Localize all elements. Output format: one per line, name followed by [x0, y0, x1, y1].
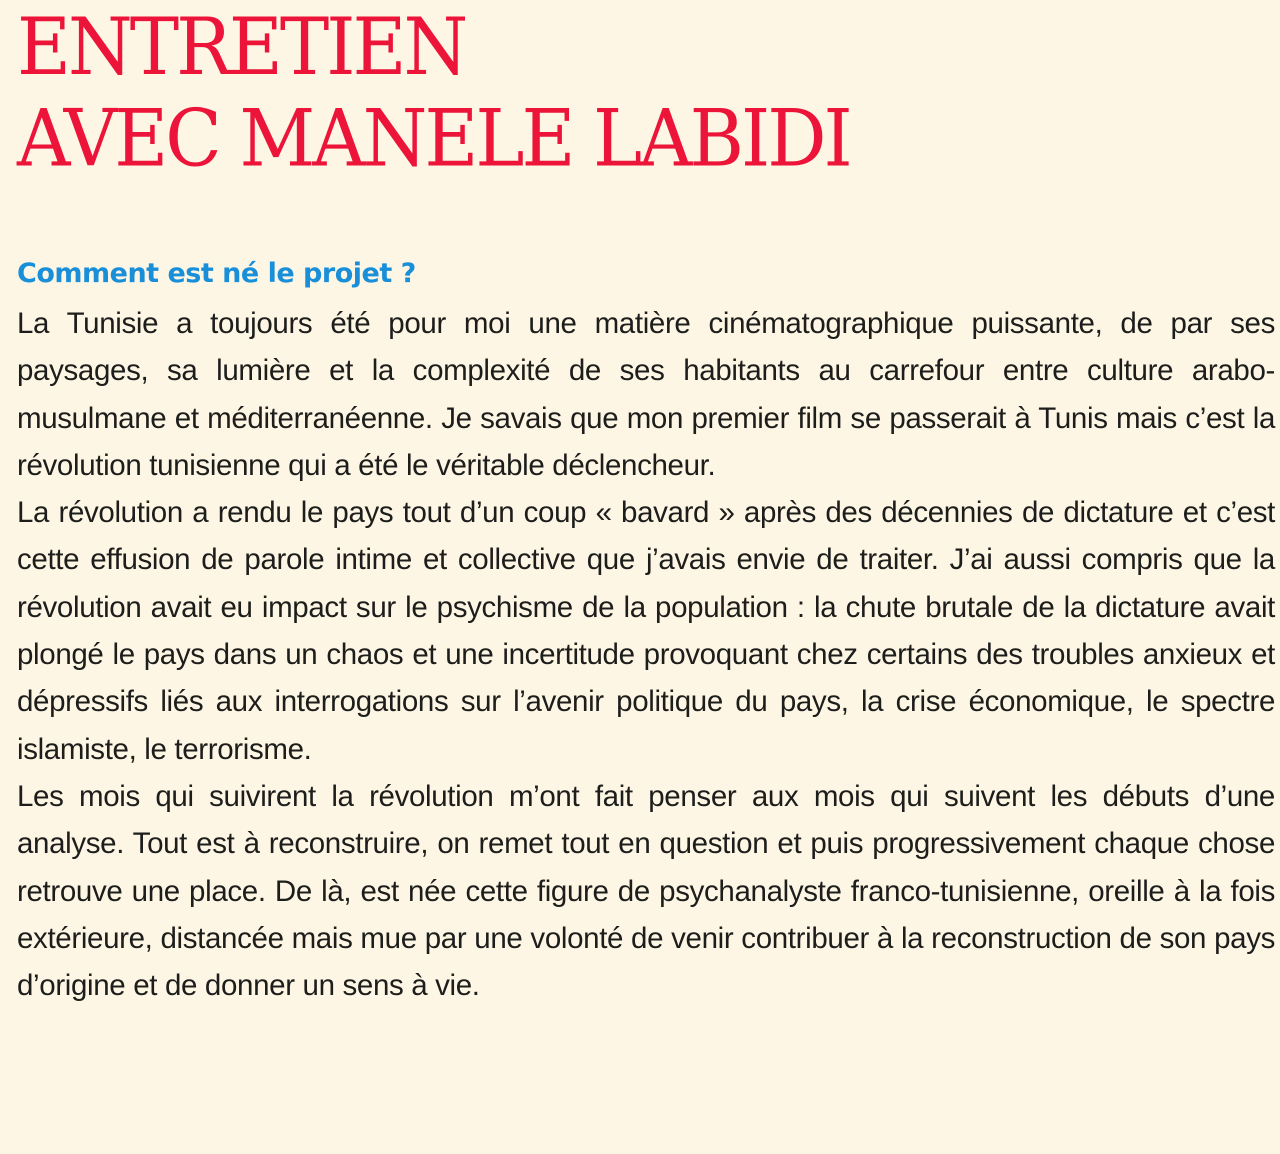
answer-paragraph: La révolution a rendu le pays tout d’un coup « bavard » après des décennies de dictature et c’est cette effusion de parole intime et collective que j’avais envie de traiter. J’ai aussi compris que la révolution avait eu impact sur le psychisme de la population : la chute brutale de la dictature avait plongé le pays dans un chaos et une incertitude provoquant chez certains des troubles anxieux et dépressifs liés aux interrogations sur l’avenir politique du pays, la crise économique, le spectre islamiste, le terrorisme. [17, 496, 1275, 766]
answer-paragraph: Les mois qui suivirent la révolution m’ont fait penser aux mois qui suivent les débuts d’une analyse. Tout est à reconstruire, on remet tout en question et puis progressivement chaque chose retrouve une place. De là, est née cette figure de psychanalyste franco-tunisienne, oreille à la fois extérieure, distancée mais mue par une volonté de venir contribuer à la reconstruction de son pays d’origine et de donner un sens à vie. [17, 779, 1275, 1003]
interview-title [17, 0, 1276, 184]
title-line-2: AVEC MANELE LABIDI [17, 93, 850, 185]
interview-answer [17, 300, 1275, 1009]
answer-paragraph: La Tunisie a toujours été pour moi une matière cinématographique puissante, de par ses paysages, sa lumière et la complexité de ses habitants au carrefour entre culture arabo-musulmane et méditerranéenne. Je savais que mon premier film se passerait à Tunis mais c’est la révolution tunisienne qui a été le véritable déclencheur. [17, 307, 1275, 482]
interview-question: Comment est né le projet ? [17, 258, 416, 289]
title-line-1: ENTRETIEN [17, 2, 466, 94]
